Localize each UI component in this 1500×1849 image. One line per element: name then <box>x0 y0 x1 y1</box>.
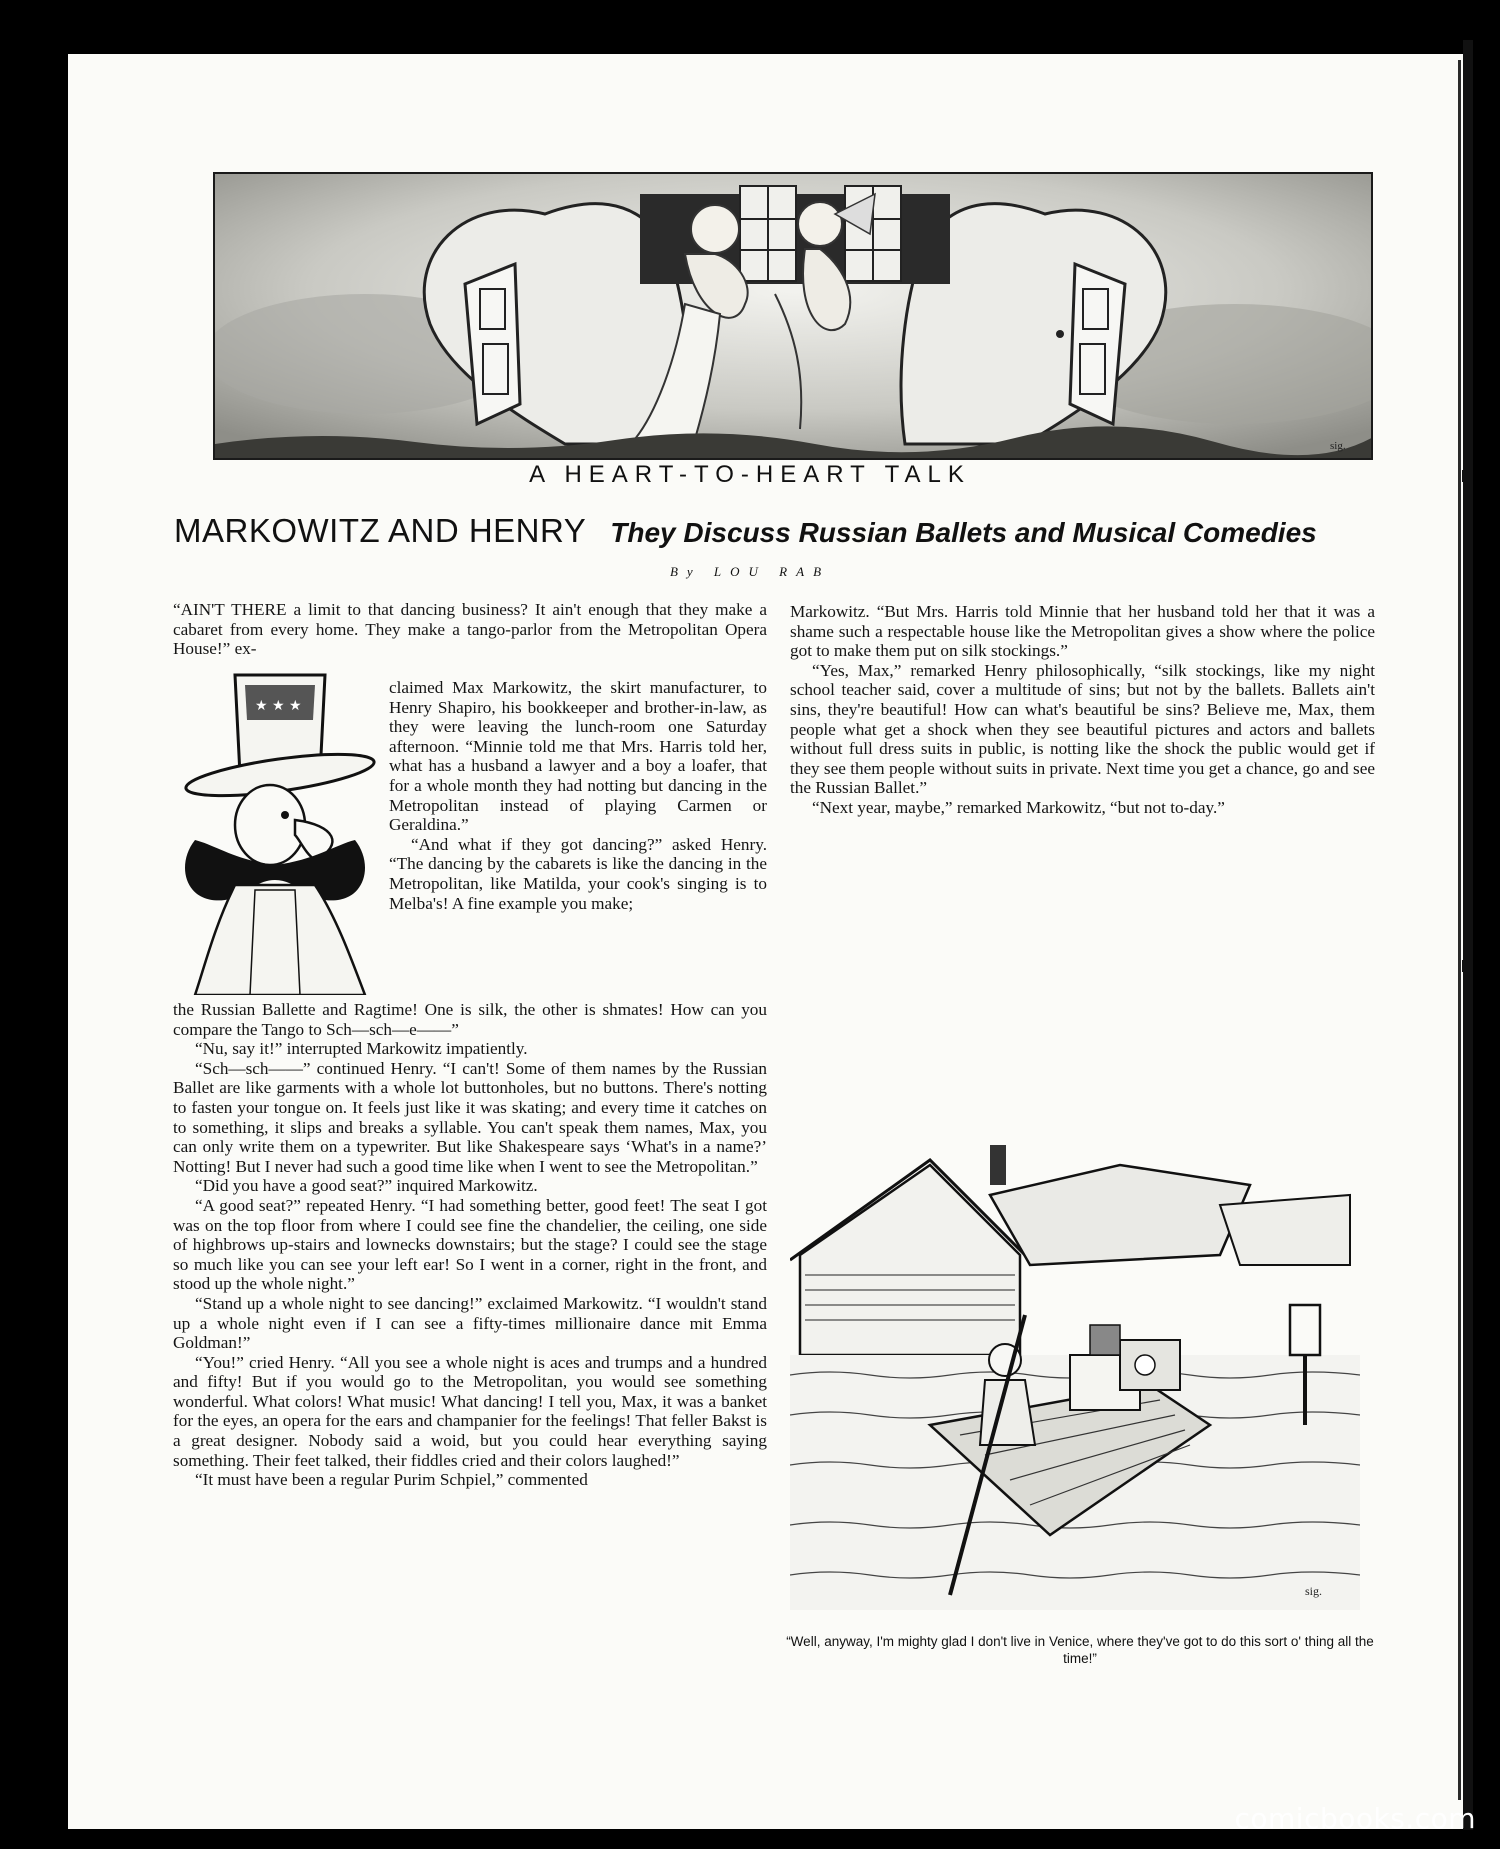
paragraph: “Nu, say it!” interrupted Markowitz impatiently. <box>195 1039 528 1059</box>
svg-text:sig.: sig. <box>1330 440 1346 452</box>
article-column-right <box>790 602 1375 818</box>
watermark: comicbooks.com <box>1234 1802 1476 1835</box>
headline-subtitle: They Discuss Russian Ballets and Musical Comedies <box>610 517 1317 548</box>
paragraph: “And what if they got dancing?” asked Henry. “The dancing by the cabarets is like the dancing in the Metropolitan, like Matilda, your cook's singing is to Melba's! A fine example you make; <box>389 834 767 913</box>
paragraph: “Yes, Max,” remarked Henry philosophically, “silk stockings, like my night school teacher said, cover a multitude of sins; but not by the ballets. Ballets ain't sins, they're beautiful! How can what's beautiful be sins? Believe me, Max, them people what get a shock when they see beautiful pictures and actors and ballets without full dress suits in public, is notting like the shock the public would get if they see them people without suits in private. Next time you get a chance, go and see the Russian Ballet.” <box>790 660 1375 798</box>
article-headline <box>174 512 1389 550</box>
uncle-sam-eagle-illustration <box>175 665 387 995</box>
binding-mark <box>1462 960 1472 972</box>
page-edge <box>1463 40 1473 1830</box>
paragraph: “Stand up a whole night to see dancing!” exclaimed Markowitz. “I wouldn't stand up a whole night even if I can see a fifty-times millionaire dance mit Emma Goldman!” <box>173 1293 767 1353</box>
article-column-left-body <box>173 1000 767 1490</box>
paragraph: “A good seat?” repeated Henry. “I had something better, good feet! The seat I got was on the top floor from where I could see fine the chandelier, the ceiling, one side of highbrows up-stairs and lownecks downstairs; but the stage? I could see the stage so much like you can see your left ear! So I went in a corner, right in the front, and stood up the whole night.” <box>173 1195 767 1294</box>
heart-banner-illustration <box>213 172 1373 460</box>
article-column-left-intro <box>173 600 767 659</box>
flood-raft-cartoon <box>790 1125 1360 1610</box>
paragraph: “Sch—sch——” continued Henry. “I can't! Some of them names by the Russian Ballet are like garments with a whole lot buttonholes, but no buttons. There's notting to fasten your tongue on. It feels just like it was skating; and every time it catches on to something, it slips and breaks a syllable. You can't speak them names, Max, you can only write them on a typewriter. But like Shakespeare says ‘What's in a name?’ Notting! But I never had such a good time like when I went to see the Metropolitan.” <box>173 1058 767 1176</box>
article-column-left-wrap <box>389 678 767 913</box>
binding-line <box>1458 60 1461 1800</box>
svg-text:sig.: sig. <box>1305 1584 1323 1598</box>
paragraph: Markowitz. “But Mrs. Harris told Minnie that her husband told her that it was a shame such a respectable house like the Metropolitan gives a show where the police got to make them put on silk stockings.” <box>790 602 1375 661</box>
paragraph: “AIN'T THERE a limit to that dancing business? It ain't enough that they make a cabaret from every home. They make a tango-parlor from the Metropolitan Opera House!” ex- <box>173 600 767 659</box>
banner-title: A HEART-TO-HEART TALK <box>529 461 971 488</box>
paragraph: claimed Max Markowitz, the skirt manufacturer, to Henry Shapiro, his bookkeeper and brother-in-law, as they were leaving the lunch-room one Saturday afternoon. “Minnie told me that Mrs. Harris told her, what has a husband a lawyer and a boy a loafer, that for a whole month they had notting but dancing in the Metropolitan instead of playing Carmen or Geraldina.” <box>389 678 767 835</box>
paragraph: “Did you have a good seat?” inquired Markowitz. <box>195 1176 538 1196</box>
paragraph: “You!” cried Henry. “All you see a whole night is aces and trumps and a hundred and fifty! But if you would go to the Metropolitan, you would see something wonderful. What colors! What music! What dancing! I tell you, Max, it was a banket for the eyes, an opera for the ears and champanier for the feelings! That feller Bakst is a great designer. Nobody said a woid, but you could hear everything saying something. Their feet talked, their fiddles cried and their colors laughed!” <box>173 1352 767 1470</box>
cartoon-caption: “Well, anyway, I'm mighty glad I don't live in Venice, where they've got to do this sort o' thing all the time!” <box>786 1634 1374 1666</box>
byline: By LOU RAB <box>669 564 831 579</box>
svg-text:★ ★ ★: ★ ★ ★ <box>255 698 302 714</box>
paragraph: the Russian Ballette and Ragtime! One is silk, the other is shmates! How can you compare the Tango to Sch—sch—e——” <box>173 1000 767 1039</box>
paragraph: “Next year, maybe,” remarked Markowitz, “but not to-day.” <box>812 797 1225 817</box>
headline-main: MARKOWITZ AND HENRY <box>174 512 587 549</box>
paragraph: “It must have been a regular Purim Schpiel,” commented <box>195 1470 588 1490</box>
